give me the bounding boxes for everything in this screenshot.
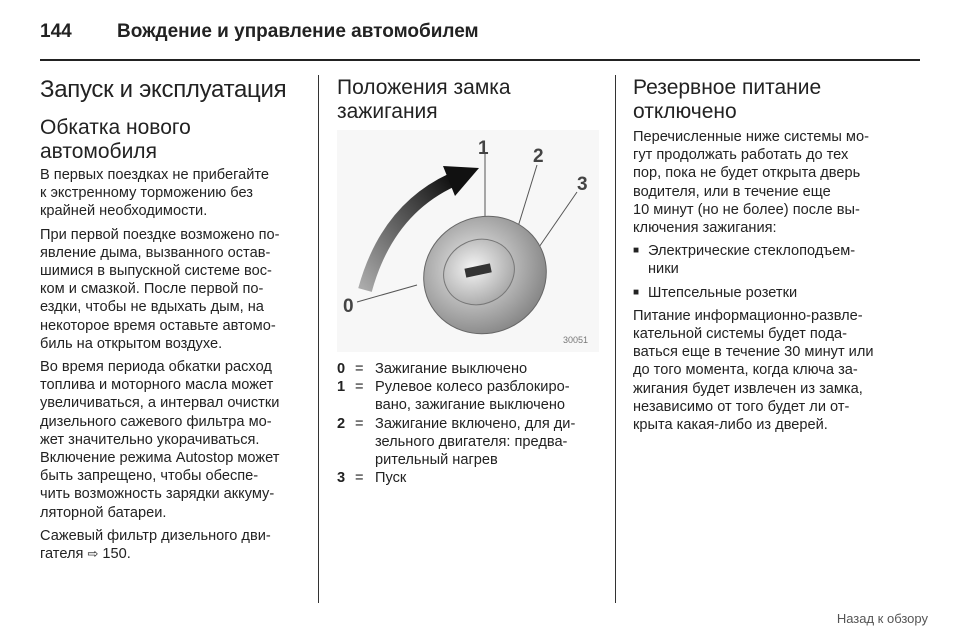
bullet-square-icon: ■	[633, 286, 640, 298]
back-to-overview-link[interactable]: Назад к обзору	[836, 611, 928, 626]
position-label-1: 1	[478, 138, 489, 159]
list-item-text: Штепсельные розетки	[648, 284, 798, 301]
legend-item	[337, 378, 602, 414]
position-label-3: 3	[577, 174, 588, 195]
paragraph: При первой поездке возможено по- явление дыма, вызванного остав- шимися в выпускной системе вос- ком и смазкой. После первой по- ездки, чтобы не вдыхать дым, на некоторое время оставьте автомо- биль на открытом воздухе.	[40, 226, 280, 352]
header-rule	[40, 59, 920, 61]
paragraph: Во время периода обкатки расход топлива и моторного масла может увеличиваться, а интервал очистки дизельного сажевого фильтра мо- жет значительно укорачиваться. Включение режима Autostop может быть запрещено, чтобы обеспе- чить возможность зарядки аккуму- ляторной батареи.	[40, 359, 280, 521]
legend-key: 0	[337, 361, 346, 377]
position-label-2: 2	[533, 146, 544, 167]
legend-key: 1	[337, 379, 346, 396]
column-divider	[318, 75, 319, 603]
legend-item	[337, 360, 602, 378]
reference-text: Сажевый фильтр дизельного дви- гателя	[40, 527, 271, 563]
bullet-square-icon: ■	[633, 245, 640, 257]
list-item	[633, 284, 913, 302]
legend-text: Зажигание выключено	[375, 361, 528, 377]
legend-item	[337, 469, 602, 487]
column-1	[40, 76, 310, 568]
ignition-switch-figure	[337, 130, 599, 352]
page-header-title: Вождение и управление автомобилем	[117, 21, 479, 42]
legend-key: 3	[337, 470, 346, 487]
legend-eq: =	[355, 415, 364, 432]
legend-item	[337, 415, 602, 470]
list-item	[633, 242, 913, 278]
legend-text: Пуск	[375, 470, 407, 487]
list-item-text: Электрические стеклоподъем- ники	[648, 243, 856, 278]
column-3	[633, 76, 913, 439]
section-title: Запуск и эксплуатация	[40, 76, 287, 103]
page-number: 144	[40, 21, 72, 42]
legend-eq: =	[355, 361, 364, 377]
figure-id: 30051	[563, 335, 589, 345]
paragraph: Перечисленные ниже системы мо- гут продолжать работать до тех пор, пока не будет открыта дверь водителя, или в течение еще 10 минут (но не более) после вы- ключения зажигания:	[633, 129, 869, 237]
paragraph-reference	[40, 527, 310, 563]
paragraph: В первых поездках не прибегайте к экстренному торможению без крайней необходимости.	[40, 167, 270, 220]
position-label-0: 0	[343, 296, 354, 317]
column-2	[337, 76, 602, 487]
subsection-title: Обкатка нового автомобиля	[40, 116, 191, 163]
page-reference-link[interactable]: 150.	[102, 546, 131, 563]
legend-eq: =	[355, 379, 364, 396]
legend-key: 2	[337, 415, 346, 432]
legend-text: Рулевое колесо разблокиро- вано, зажигание выключено	[375, 379, 570, 414]
legend-text: Зажигание включено, для ди- зельного двигателя: предва- рительный нагрев	[375, 415, 576, 469]
paragraph: Питание информационно-развле- кательной системы будет пода- ваться еще в течение 30 минут или до того момента, когда ключа за- жигания будет извлечен из замка, независимо от того будет ли от- крыта какая-либо из дверей.	[633, 307, 874, 434]
page-reference-arrow-icon: ⇨	[87, 546, 99, 562]
position-legend	[337, 360, 602, 487]
column-divider	[615, 75, 616, 603]
legend-eq: =	[355, 470, 364, 487]
section-title: Положения замка зажигания	[337, 76, 511, 123]
section-title: Резервное питание отключено	[633, 76, 822, 123]
